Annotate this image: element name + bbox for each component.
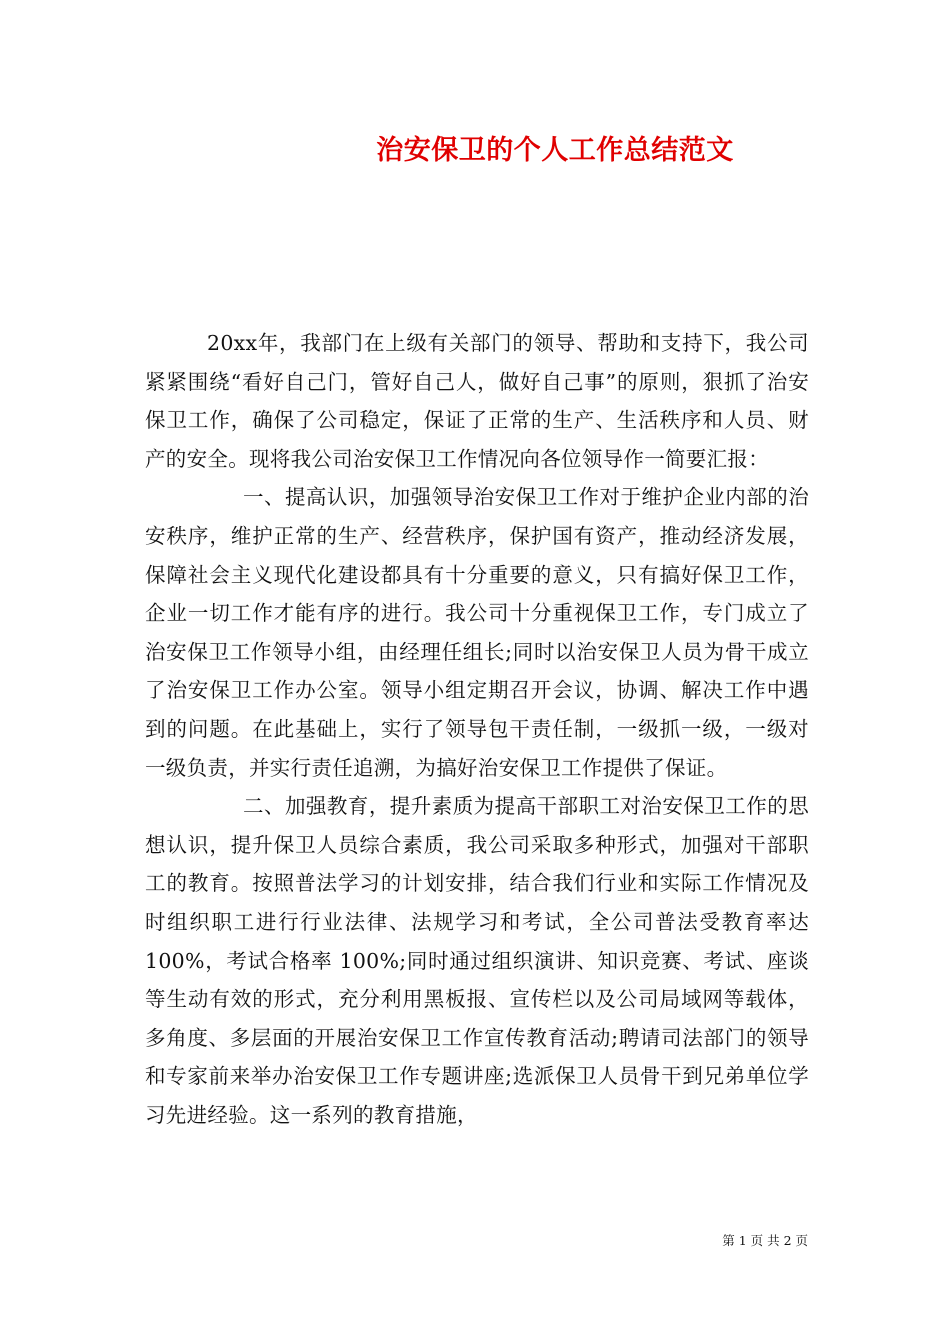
paragraph-section-2: 二、加强教育，提升素质为提高干部职工对治安保卫工作的思想认识，提升保卫人员综合素质，我公司采取多种形式，加强对干部职工的教育。按照普法学习的计划安排，结合我们行业和实际工作情况及时组织职工进行行业法律、法规学习和考试，全公司普法受教育率达 100%，考试合格率 100%;同时通过组织演讲、知识竞赛、考试、座谈等生动有效的形式，充分利用黑板报、宣传栏以及公司局域网等载体，多角度、多层面的开展治安保卫工作宣传教育活动;聘请司法部门的领导和专家前来举办治安保卫工作专题讲座;选派保卫人员骨干到兄弟单位学习先进经验。这一系列的教育措施， bbox=[145, 794, 809, 1127]
document-body bbox=[145, 324, 809, 1134]
page-number-footer: 第 1 页 共 2 页 bbox=[722, 1233, 808, 1248]
document-title: 治安保卫的个人工作总结范文 bbox=[376, 135, 734, 166]
paragraph-intro: 20xx年，我部门在上级有关部门的领导、帮助和支持下，我公司紧紧围绕“看好自己门，管好自己人，做好自己事”的原则，狠抓了治安保卫工作，确保了公司稳定，保证了正常的生产、生活秩序和人员、财产的安全。现将我公司治安保卫工作情况向各位领导作一简要汇报： bbox=[145, 331, 809, 471]
paragraph-section-1: 一、提高认识，加强领导治安保卫工作对于维护企业内部的治安秩序，维护正常的生产、经营秩序，保护国有资产，推动经济发展，保障社会主义现代化建设都具有十分重要的意义，只有搞好保卫工作，企业一切工作才能有序的进行。我公司十分重视保卫工作，专门成立了治安保卫工作领导小组，由经理任组长;同时以治安保卫人员为骨干成立了治安保卫工作办公室。领导小组定期召开会议，协调、解决工作中遇到的问题。在此基础上，实行了领导包干责任制，一级抓一级，一级对一级负责，并实行责任追溯，为搞好治安保卫工作提供了保证。 bbox=[145, 485, 809, 780]
